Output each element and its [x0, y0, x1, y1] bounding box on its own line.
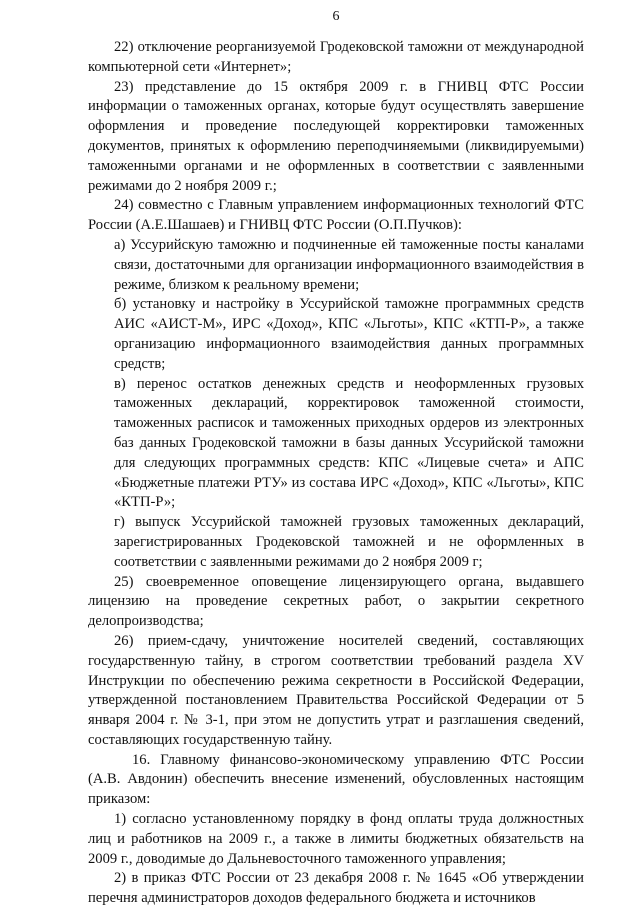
paragraph-item-22: 22) отключение реорганизуемой Гродековской таможни от международной компьютерной сети «Интернет»; [88, 39, 584, 75]
subitem-g: г) выпуск Уссурийской таможней грузовых таможенных деклараций, зарегистрированных Гродековской таможней и не оформленных в соответствии с заявленными режимами до 2 ноября 2009 г; [114, 514, 584, 570]
subitem-v: в) перенос остатков денежных средств и неоформленных грузовых таможенных деклараций, корректировок таможенной стоимости, таможенных расписок и таможенных приходных ордеров из электронных баз данных Гродековской таможни в базы данных Уссурийской таможни для следующих программных средств: КПС «Лицевые счета» и АПС «Бюджетные платежи РТУ» из состава ИРС «Доход», КПС «Льготы», КПС «КТП-Р»; [114, 375, 584, 511]
paragraph-item-23: 23) представление до 15 октября 2009 г. в ГНИВЦ ФТС России информации о таможенных органах, которые будут осуществлять завершение оформления и проведение последующей корректировки таможенных документов, принятых к оформлению переподчиняемыми (ликвидируемыми) таможенными органами и не оформленных в соответствии с заявленными режимами до 2 ноября 2009 г.; [88, 78, 584, 194]
paragraph-item-26: 26) прием-сдачу, уничтожение носителей сведений, составляющих государственную тайну, в строгом соответствии требований раздела XV Инструкции по обеспечению режима секретности в Российской Федерации, утвержденной постановлением Правительства Российской Федерации от 5 января 2004 г. № 3-1, при этом не допустить утрат и разглашения сведений, составляющих государственную тайну. [88, 632, 584, 748]
document-body [88, 38, 584, 909]
subitem-b: б) установку и настройку в Уссурийской таможне программных средств АИС «АИСТ-М», ИРС «Доход», КПС «Льготы», КПС «КТП-Р», а также организацию информационного взаимодействия данных программных средств; [114, 296, 584, 372]
paragraph-item-25: 25) своевременное оповещение лицензирующего органа, выдавшего лицензию на проведение секретных работ, о закрытии секретного делопроизводства; [88, 573, 584, 630]
paragraph-section-16: 16. Главному финансово-экономическому управлению ФТС России (А.В. Авдонин) обеспечить внесение изменений, обусловленных настоящим приказом: [88, 751, 584, 808]
paragraph-subitem-2: 2) в приказ ФТС России от 23 декабря 2008 г. № 1645 «Об утверждении перечня администраторов доходов федерального бюджета и источников [88, 870, 584, 907]
paragraph-subitem-1: 1) согласно установленному порядку в фонд оплаты труда должностных лиц и работников на 2009 г., а также в лимиты бюджетных обязательств на 2009 г., доводимые до Дальневосточного таможенного управления; [88, 811, 584, 867]
page-number: 6 [332, 9, 340, 24]
subitem-a: а) Уссурийскую таможню и подчиненные ей таможенные посты каналами связи, достаточными для организации информационного взаимодействия в режиме, близком к реальному времени; [114, 236, 584, 293]
paragraph-item-24: 24) совместно с Главным управлением информационных технологий ФТС России (А.Е.Шашаев) и ГНИВЦ ФТС России (О.П.Пучков): [88, 197, 584, 234]
